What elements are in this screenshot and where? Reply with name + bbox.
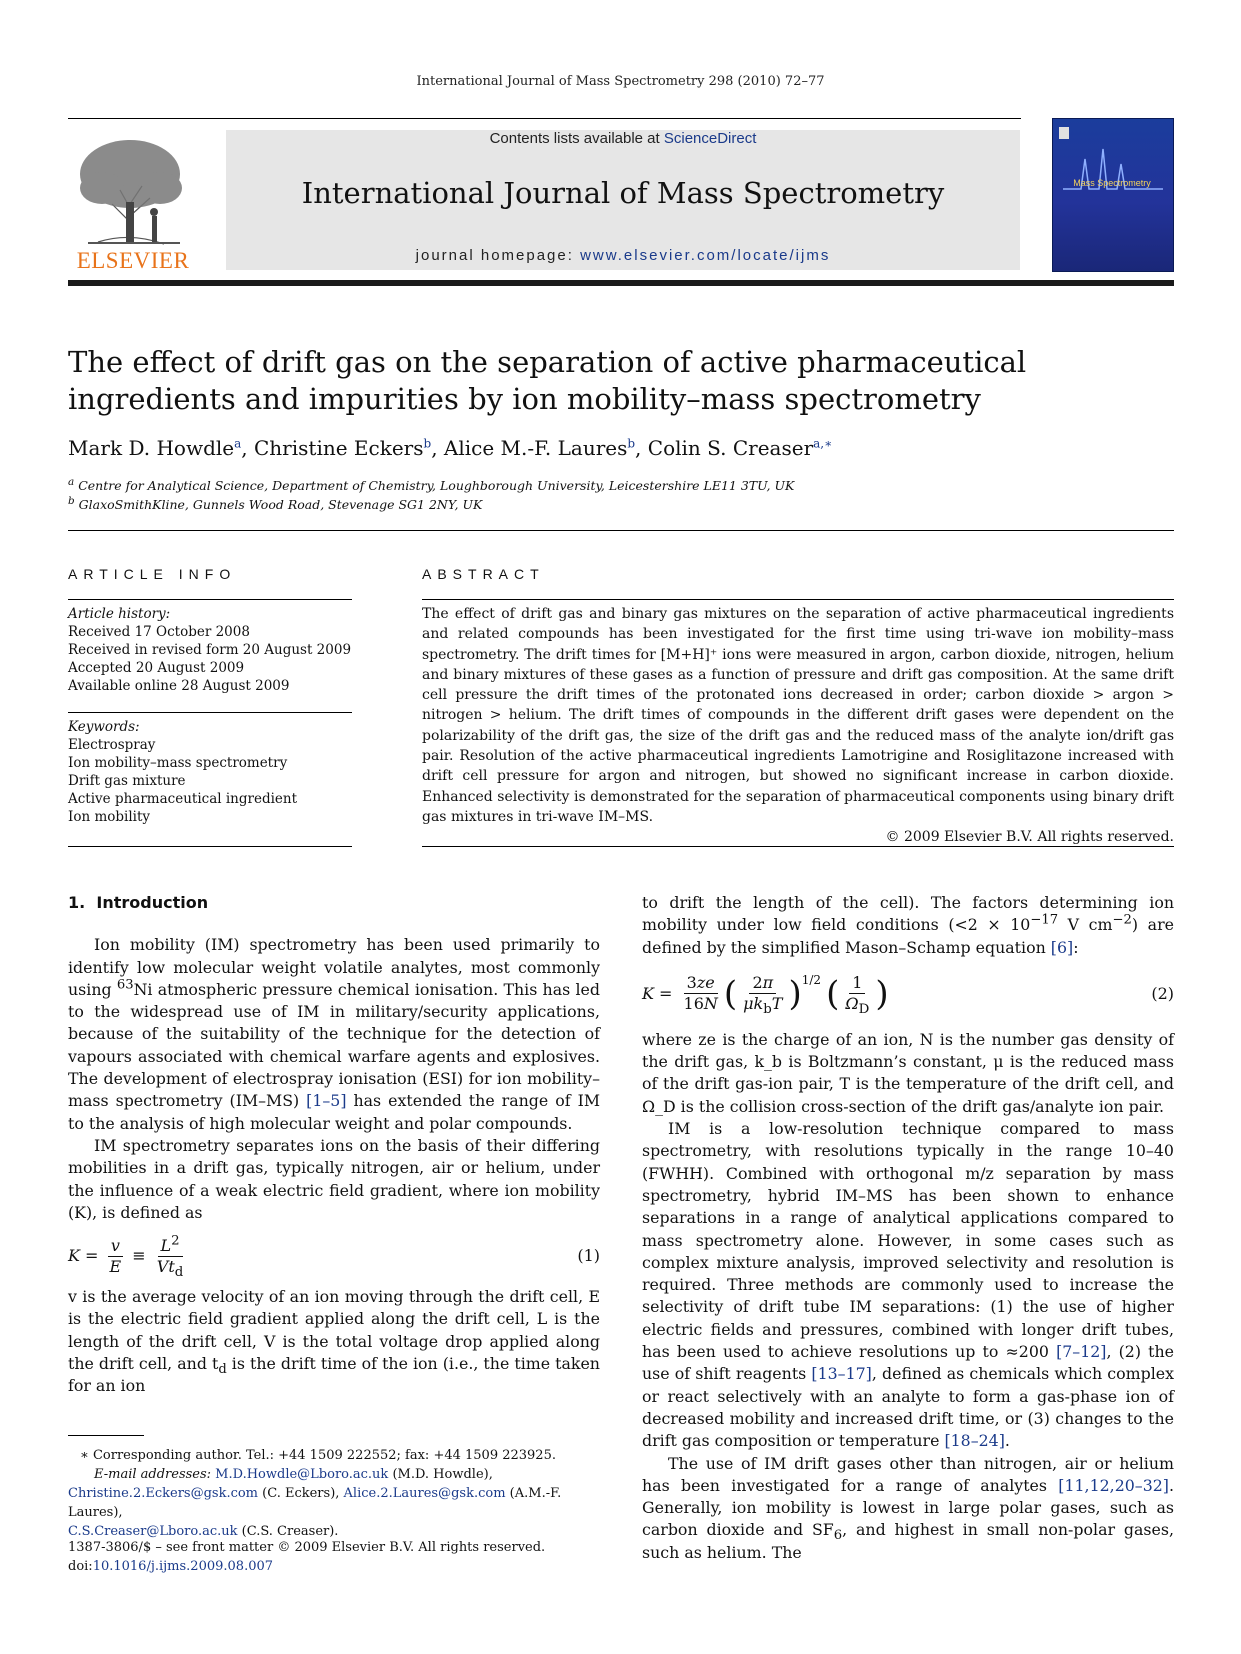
author-affiliation-mark[interactable]: a [234,436,242,451]
email-owner: (M.D. Howdle), [388,1467,493,1482]
intro-paragraph-3 [68,1286,600,1397]
affiliation-a [68,475,1174,493]
text-run: ) are defined by the simplified Mason–Schamp equation [642,915,1174,957]
email-link[interactable]: M.D.Howdle@Lboro.ac.uk [215,1467,389,1482]
superscript: −17 [1030,913,1059,929]
equation-number: (1) [577,1246,600,1265]
cover-spectrum-icon [1053,119,1173,271]
history-online: Available online 28 August 2009 [68,678,290,694]
abstract-copyright: © 2009 Elsevier B.V. All rights reserved. [885,829,1174,846]
history-revised: Received in revised form 20 August 2009 [68,642,352,658]
text-run: The use of IM drift gases other than nitrogen, air or helium has been investigated for a range of analytes [642,1453,1174,1495]
corresponding-author: ∗ Corresponding author. Tel.: +44 1509 222552; fax: +44 1509 223925. [80,1448,556,1463]
doi-line [68,1557,608,1576]
email-owner: (C. Eckers), [258,1486,344,1501]
intro-paragraph-2: IM spectrometry separates ions on the basis of their differing mobilities in a drift gas, typically nitrogen, air or helium, under the influence of a weak electric field gradient, where ion mobility (K), is defined as [68,1135,600,1222]
sciencedirect-link[interactable]: ScienceDirect [663,130,757,147]
journal-title: International Journal of Mass Spectrometry [301,176,945,210]
text-run: , defined as chemicals which complex or react selectively with an analyte to form a gas-phase ion of decreased mobility and increased drift time, or (3) changes to the drift gas composition or temperature [642,1364,1175,1451]
citation-link[interactable]: [18–24] [944,1431,1005,1451]
right-paragraph-3 [642,1118,1174,1452]
doi-link[interactable]: 10.1016/j.ijms.2009.08.007 [92,1559,274,1574]
affiliation-text: GlaxoSmithKline, Gunnels Wood Road, Stevenage SG1 2NY, UK [78,497,483,512]
text-run: is the drift time of the ion (i.e., the time taken for an ion [68,1354,600,1396]
superscript: −2 [1112,913,1132,929]
front-matter-rule [68,530,1174,531]
contents-prefix: Contents lists available at [489,130,664,147]
email-label: E-mail addresses: [94,1467,216,1482]
equation-number: (2) [1151,983,1174,1003]
affiliation-text: Centre for Analytical Science, Department of Chemistry, Loughborough University, Leicestershire LE11 3TU, UK [78,478,795,493]
history-received: Received 17 October 2008 [68,624,250,640]
isotope-superscript: 63 [116,977,134,993]
keyword: Ion mobility [68,809,151,825]
author-name: Colin S. Creaser [647,436,814,460]
running-header: International Journal of Mass Spectrometry 298 (2010) 72–77 [416,74,825,89]
article-title: The effect of drift gas on the separation of active pharmaceutical ingredients and impurities by ion mobility–mass spectrometry [68,345,1027,416]
subscript: d [218,1362,227,1378]
citation-link[interactable]: [7–12] [1056,1342,1107,1362]
text-run: . Generally, ion mobility is lowest in large polar gases, such as carbon dioxide and SF [642,1475,1174,1540]
citation-link[interactable]: [13–17] [811,1364,872,1384]
masthead-rule [68,280,1174,286]
history-label: Article history: [68,606,171,622]
email-line-2 [68,1484,608,1522]
elsevier-wordmark: ELSEVIER [76,248,190,273]
issn-line: 1387-3806/$ – see front matter © 2009 Elsevier B.V. All rights reserved. [68,1540,546,1555]
corresponding-author-footnote [68,1446,608,1541]
footnote-rule [68,1435,144,1436]
abstract-body: The effect of drift gas and binary gas mixtures on the separation of active pharmaceutical ingredients and related compounds has been investigated for the first time using tri-wave ion mobility–mass spectrometry. The drift times for [M+H]⁺ ions were measured in argon, carbon dioxide, nitrogen, helium and binary mixtures of these gases as a function of pressure and drift gas composition. At the same drift cell pressure the drift times of the protonated ions decreased in order; carbon dioxide > argon > nitrogen > helium. The drift times of compounds in the different drift gases were dependent on the polarizability of the drift gas, the size of the drift gas and the reduced mass of the analyte ion/drift gas pair. Resolution of the active pharmaceutical ingredients Lamotrigine and Rosiglitazone increased with drift cell pressure for argon and nitrogen, but showed no significant increase in carbon dioxide. Enhanced selectivity is demonstrated for the separation of pharmaceutical components using binary drift gas mixtures in tri-wave IM–MS. [422,606,1174,825]
text-run: . [1004,1431,1010,1451]
intro-paragraph-1 [68,934,600,1135]
section-title: Introduction [96,893,209,912]
text-run: v is the average velocity of an ion moving through the drift cell, E is the electric field gradient applied along the drift cell, L is the length of the drift cell, V is the total voltage drop applied along the drift cell, and t [68,1287,600,1374]
text-run: to drift the length of the cell). The factors determining ion mobility under low field conditions (<2 × 10 [642,893,1174,935]
front-matter-footnote [68,1538,608,1576]
article-info-rule [68,599,352,600]
citation-link[interactable]: [6] [1050,937,1074,957]
left-column [68,892,600,1398]
equation-2: K = $\frac{3ze}{16N}$ ( $\frac{2\pi}{\mu k_bT}$ ) $^{1/2}$ ( $\frac{1}{\Omega_D}$ ) (2) [642,972,1174,1018]
email-line-1 [68,1465,608,1484]
article-history [68,605,352,695]
affiliation-b [68,494,1174,512]
abstract-text [422,604,1174,848]
keyword: Electrospray [68,737,156,753]
affiliation-mark: b [68,494,75,507]
right-column [642,892,1174,1564]
abstract-bottom-rule [422,846,1174,847]
author-affiliation-mark[interactable]: a,∗ [813,436,833,451]
section-heading-introduction [68,892,600,914]
author-name: Mark D. Howdle [68,436,235,460]
contents-line [226,130,1020,147]
email-link[interactable]: Alice.2.Laures@gsk.com [343,1486,506,1501]
text-run: , and highest in small non-polar gases, such as helium. The [642,1520,1174,1562]
citation-link[interactable]: [11,12,20–32] [1058,1475,1169,1495]
article-info-heading: ARTICLE INFO [68,566,237,582]
email-owner: (A.M.-F. Laures), [68,1486,562,1520]
subscript: 6 [833,1528,843,1544]
journal-cover-image [1052,118,1174,272]
keywords-rule [68,712,352,713]
author-affiliation-mark[interactable]: b [423,436,432,451]
affiliation-mark: a [68,475,75,488]
homepage-link[interactable]: www.elsevier.com/locate/ijms [580,247,831,264]
text-run: Ion mobility (IM) spectrometry has been used primarily to identify low molecular weight volatile analytes, most commonly using [68,935,600,999]
text-run: , (2) the use of shift reagents [642,1342,1175,1384]
text-run: IM is a low-resolution technique compared to mass spectrometry, with resolutions typically in the range 10–40 (FWHH). Combined with orthogonal m/z separation by mass spectrometry, hybrid IM–MS has been shown to enhance separations in a range of analytical applications compared to mass spectrometry alone. However, in some cases such as complex mixture analysis, improved selectivity and resolution is required. Three methods are commonly used to increase the selectivity of drift tube IM separations: (1) the use of higher electric fields and pressures, combined with longer drift tubes, has been used to achieve resolutions up to ≈200 [642,1119,1174,1362]
cover-title: Mass Spectrometry [1073,178,1151,188]
author-name: Christine Eckers [254,436,424,460]
email-link[interactable]: C.S.Creaser@Lboro.ac.uk [68,1524,238,1539]
email-owner: (C.S. Creaser). [237,1524,339,1539]
history-accepted: Accepted 20 August 2009 [68,660,245,676]
keyword: Drift gas mixture [68,773,186,789]
email-link[interactable]: Christine.2.Eckers@gsk.com [68,1486,259,1501]
keyword: Active pharmaceutical ingredient [68,791,298,807]
keywords-label: Keywords: [68,719,140,735]
keywords-block [68,718,352,826]
text-run: Ni atmospheric pressure chemical ionisation. This has led to the widespread use of IM in military/security applications, because of the suitability of the technique for the detection of vapours associated with chemical warfare agents and explosives. The development of electrospray ionisation (ESI) for ion mobility–mass spectrometry (IM–MS) [68,979,600,1111]
right-paragraph-2: where ze is the charge of an ion, N is the number gas density of the drift gas, k_b is Boltzmann’s constant, μ is the reduced mass of the drift gas-ion pair, T is the temperature of the drift cell, and Ω_D is the collision cross-section of the drift gas/analyte ion pair. [642,1029,1174,1116]
citation-link[interactable]: [1–5] [306,1091,347,1111]
author-name: Alice M.-F. Laures [443,436,628,460]
equation-1: K = $\frac{v}{E}$ ≡ $\frac{L^2}{Vt_d}$ (1) [68,1233,600,1280]
homepage-prefix: journal homepage: [415,247,581,264]
text-run: V cm [1058,915,1113,935]
right-paragraph-1 [642,892,1174,959]
abstract-rule [422,599,1174,600]
text-run: has extended the range of IM to the analysis of high molecular weight and polar compounds. [68,1091,600,1133]
abstract-heading: ABSTRACT [422,566,545,582]
text-run: : [1073,937,1079,957]
journal-homepage [226,247,1020,264]
right-paragraph-4 [642,1453,1174,1564]
keyword: Ion mobility–mass spectrometry [68,755,288,771]
doi-label: doi: [68,1559,93,1574]
author-list: Mark D. Howdle$^a$, Christine Eckers$^b$, Alice M.-F. Laures$^b$, Colin S. Creaser$^{a,∗}$ [68,436,833,460]
info-bottom-rule [68,846,352,847]
header-rule [68,118,1021,119]
section-number: 1. [68,893,86,912]
author-affiliation-mark[interactable]: b [627,436,636,451]
